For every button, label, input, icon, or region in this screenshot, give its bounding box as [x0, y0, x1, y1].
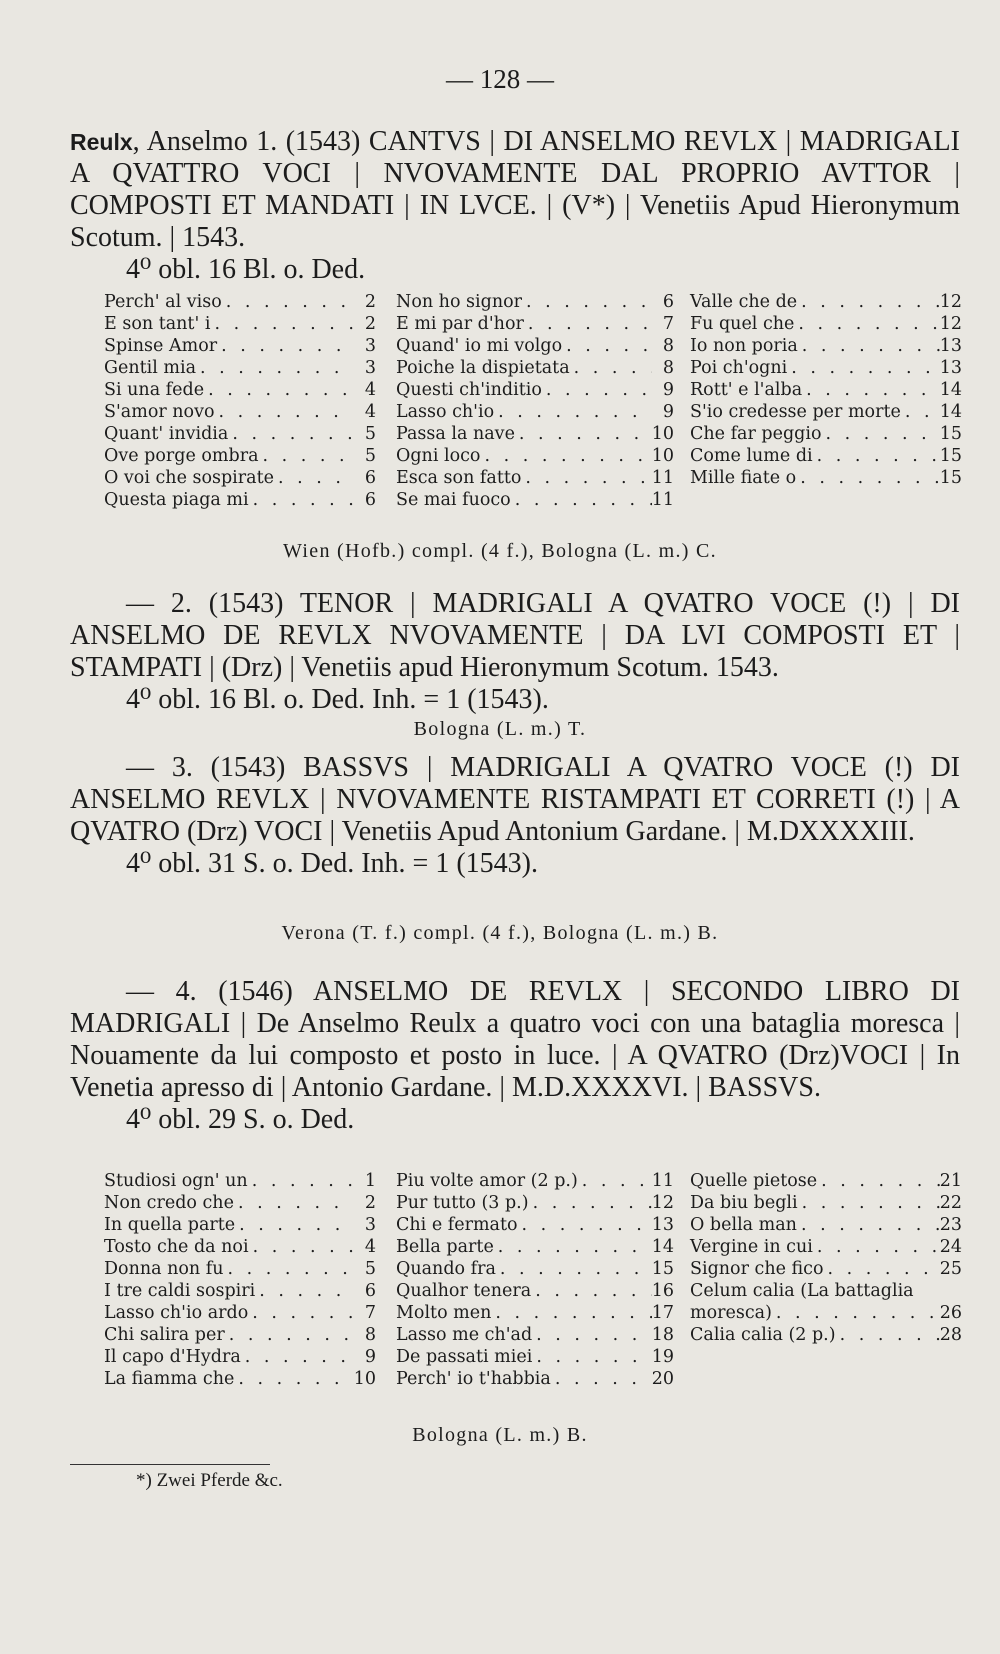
index-entry-leader	[551, 1368, 652, 1390]
index-entry	[396, 1258, 674, 1280]
index-entry-number: 9	[662, 402, 674, 422]
index-entry-leader	[480, 445, 651, 467]
index-entry	[104, 335, 376, 357]
index-entry-number: 13	[939, 336, 962, 356]
entry-1-index-col-3	[690, 291, 962, 489]
index-entry	[690, 1324, 962, 1346]
index-entry	[396, 1324, 674, 1346]
composer-name: Reulx	[70, 129, 133, 155]
index-entry-title: Lasso ch'io ardo	[104, 1303, 249, 1323]
index-entry-title: Il capo d'Hydra	[104, 1347, 241, 1367]
index-entry-title: Studiosi ogn' un	[104, 1171, 248, 1191]
index-entry-title: O bella man	[690, 1215, 797, 1235]
index-entry-number: 14	[939, 380, 962, 400]
index-entry-leader	[798, 1192, 940, 1214]
index-entry-leader	[822, 423, 940, 445]
index-entry	[690, 423, 962, 445]
index-entry-leader	[562, 335, 652, 357]
index-entry-number: 28	[939, 1325, 962, 1345]
index-entry-number: 5	[364, 446, 376, 466]
index-entry-number: 16	[651, 1281, 674, 1301]
index-entry	[104, 1368, 376, 1390]
index-entry	[690, 357, 962, 379]
index-entry-number: 7	[662, 314, 674, 334]
index-entry	[104, 1192, 376, 1214]
index-entry-title: S'amor novo	[104, 402, 215, 422]
index-entry-leader	[511, 489, 652, 511]
index-entry-title: Pur tutto (3 p.)	[396, 1193, 529, 1213]
index-entry-leader	[813, 1236, 940, 1258]
index-entry-title: moresca)	[690, 1303, 772, 1323]
index-entry-number: 26	[939, 1303, 962, 1323]
index-entry	[104, 379, 376, 401]
index-entry	[396, 489, 674, 511]
index-entry-leader	[518, 1214, 652, 1236]
index-entry-title: E son tant' i	[104, 314, 211, 334]
index-entry-title: Valle che de	[690, 292, 798, 312]
index-entry-leader	[570, 357, 652, 379]
index-entry-leader	[255, 1280, 354, 1302]
page-number: — 128 —	[446, 64, 554, 94]
index-entry-title: Non credo che	[104, 1193, 234, 1213]
index-entry-leader	[817, 1170, 940, 1192]
index-entry-leader	[901, 401, 940, 423]
index-entry	[104, 401, 376, 423]
index-entry-title: Rott' e l'alba	[690, 380, 803, 400]
index-entry-title: Da biu begli	[690, 1193, 798, 1213]
index-entry-title: Questi ch'inditio	[396, 380, 542, 400]
index-entry	[396, 379, 674, 401]
index-entry	[690, 445, 962, 467]
index-entry-number: 7	[364, 1303, 376, 1323]
index-entry-number: 5	[364, 424, 376, 444]
entry-4-location: Bologna (L. m.) B.	[412, 1424, 588, 1446]
index-entry-number: 25	[939, 1259, 962, 1279]
entry-4-meta: 4⁰ obl. 29 S. o. Ded.	[126, 1104, 355, 1135]
index-entry-title: Quant' invidia	[104, 424, 229, 444]
index-entry-leader	[204, 379, 354, 401]
index-entry-title: O voi che sospirate	[104, 468, 274, 488]
index-entry-title: Che far peggio	[690, 424, 822, 444]
index-entry-leader	[532, 1324, 652, 1346]
entry-4	[70, 976, 960, 1136]
index-entry-title: E mi par d'hor	[396, 314, 524, 334]
index-entry-leader	[249, 489, 354, 511]
index-entry-title: Qualhor tenera	[396, 1281, 532, 1301]
index-entry-number: 15	[939, 468, 962, 488]
index-entry-leader	[248, 1170, 354, 1192]
index-entry-number: 3	[364, 1215, 376, 1235]
index-entry	[104, 1170, 376, 1192]
index-entry-leader	[796, 467, 939, 489]
index-entry-number: 14	[651, 1237, 674, 1257]
entry-2-meta: 4⁰ obl. 16 Bl. o. Ded. Inh. = 1 (1543).	[126, 684, 549, 715]
entry-2-location: Bologna (L. m.) T.	[413, 718, 587, 740]
index-entry-leader	[491, 1302, 651, 1324]
index-entry-number: 15	[651, 1259, 674, 1279]
index-entry-number: 6	[364, 1281, 376, 1301]
index-entry	[104, 1346, 376, 1368]
index-entry-title: Se mai fuoco	[396, 490, 511, 510]
index-entry-leader	[524, 313, 652, 335]
index-entry-leader	[797, 291, 940, 313]
index-entry	[396, 313, 674, 335]
index-entry-leader	[772, 1302, 940, 1324]
index-entry	[396, 1280, 674, 1302]
index-entry-number: 11	[651, 468, 674, 488]
index-entry-title: Non ho signor	[396, 292, 523, 312]
index-entry-leader	[215, 401, 354, 423]
index-entry-number: 13	[939, 358, 962, 378]
index-entry	[690, 291, 962, 313]
index-entry-title: Chi e fermato	[396, 1215, 518, 1235]
index-entry-number: 8	[364, 1325, 376, 1345]
index-entry-title: Molto men	[396, 1303, 492, 1323]
index-entry	[104, 1258, 376, 1280]
index-entry-number: 14	[939, 402, 962, 422]
index-entry-leader	[824, 1258, 940, 1280]
index-entry-leader	[522, 291, 652, 313]
index-entry-leader	[225, 1324, 354, 1346]
index-entry-leader	[249, 1236, 354, 1258]
index-entry-number: 6	[662, 292, 674, 312]
index-entry	[104, 467, 376, 489]
index-entry-leader	[521, 467, 651, 489]
index-entry-number: 9	[364, 1347, 376, 1367]
index-entry-leader	[217, 335, 354, 357]
index-entry-number: 6	[364, 490, 376, 510]
index-entry-leader	[259, 445, 354, 467]
index-entry-number: 11	[651, 1171, 674, 1191]
index-entry	[396, 1368, 674, 1390]
index-entry-number: 18	[651, 1325, 674, 1345]
entry-3	[70, 752, 960, 880]
index-entry	[690, 379, 962, 401]
index-entry-number: 10	[651, 446, 674, 466]
index-entry-leader	[787, 357, 939, 379]
entry-4-index-col-1	[104, 1170, 376, 1390]
index-entry-number: 12	[939, 292, 962, 312]
index-entry-leader	[578, 1170, 652, 1192]
index-entry-number: 2	[364, 1193, 376, 1213]
index-entry-title: Signor che fico	[690, 1259, 824, 1279]
index-entry-leader	[228, 423, 354, 445]
index-entry-title: Piu volte amor (2 p.)	[396, 1171, 578, 1191]
entry-2	[70, 588, 960, 716]
index-entry	[396, 291, 674, 313]
index-entry	[690, 1170, 962, 1192]
index-entry-title: De passati miei	[396, 1347, 533, 1367]
index-entry	[104, 423, 376, 445]
entry-1-index-col-1	[104, 291, 376, 511]
index-entry	[690, 1258, 962, 1280]
index-entry-title: Fu quel che	[690, 314, 795, 334]
index-entry-number: 21	[939, 1171, 962, 1191]
entry-2-title: — 2. (1543) TENOR | MADRIGALI A QVATRO VOCE (!) | DI ANSELMO DE REVLX NVOVAMENTE | DA LVI COMPOSTI ET | STAMPATI | (Drz) | Venetiis apud Hieronymum Scotum. 1543.	[70, 588, 960, 683]
index-entry	[690, 1214, 962, 1236]
index-entry-title: Poiche la dispietata	[396, 358, 570, 378]
index-entry	[690, 335, 962, 357]
index-entry-leader	[836, 1324, 940, 1346]
index-entry	[104, 357, 376, 379]
entry-1-meta: 4⁰ obl. 16 Bl. o. Ded.	[126, 254, 366, 285]
index-entry-leader	[234, 1368, 353, 1390]
index-entry-number: 12	[939, 314, 962, 334]
index-entry-leader	[532, 1346, 651, 1368]
index-entry	[690, 401, 962, 423]
index-entry-title: Esca son fatto	[396, 468, 522, 488]
index-entry-leader	[494, 1236, 652, 1258]
index-entry-title: Come lume di	[690, 446, 813, 466]
index-entry	[104, 1280, 376, 1302]
index-entry	[690, 1302, 962, 1324]
index-entry-title: I tre caldi sospiri	[104, 1281, 256, 1301]
index-entry	[104, 1302, 376, 1324]
index-entry	[690, 313, 962, 335]
index-entry	[690, 1236, 962, 1258]
index-entry	[396, 1170, 674, 1192]
entry-3-location: Verona (T. f.) compl. (4 f.), Bologna (L. m.) B.	[281, 922, 719, 944]
index-entry-number: 24	[939, 1237, 962, 1257]
entry-4-index-col-3	[690, 1170, 962, 1346]
index-entry	[396, 1302, 674, 1324]
index-entry-number: 6	[364, 468, 376, 488]
index-entry-title: Perch' al viso	[104, 292, 222, 312]
index-entry-title: Quelle pietose	[690, 1171, 818, 1191]
index-entry-leader	[241, 1346, 354, 1368]
index-entry	[396, 445, 674, 467]
index-entry-leader	[531, 1280, 652, 1302]
index-entry-leader	[515, 423, 652, 445]
index-entry-leader	[224, 1258, 355, 1280]
index-entry-title: Quando fra	[396, 1259, 496, 1279]
index-entry-leader	[494, 401, 652, 423]
index-entry-number: 2	[364, 292, 376, 312]
entry-1-index-col-2	[396, 291, 674, 511]
index-entry-title: Poi ch'ogni	[690, 358, 788, 378]
index-entry-leader	[274, 467, 354, 489]
index-entry	[690, 1280, 962, 1302]
index-entry-title: Ove porge ombra	[104, 446, 259, 466]
index-entry-title: Passa la nave	[396, 424, 515, 444]
index-entry-title: Ogni loco	[396, 446, 481, 466]
index-entry-leader	[794, 313, 939, 335]
index-entry-leader	[234, 1192, 354, 1214]
index-entry-number: 15	[939, 424, 962, 444]
index-entry-leader	[196, 357, 354, 379]
index-entry-number: 20	[651, 1369, 674, 1389]
index-entry-title: Vergine in cui	[690, 1237, 813, 1257]
index-entry	[104, 1236, 376, 1258]
index-entry-number: 9	[662, 380, 674, 400]
index-entry-leader	[529, 1192, 652, 1214]
index-entry-title: Mille fiate o	[690, 468, 797, 488]
index-entry-title: La fiamma che	[104, 1369, 235, 1389]
index-entry-title: Donna non fu	[104, 1259, 224, 1279]
index-entry-number: 17	[651, 1303, 674, 1323]
index-entry	[104, 291, 376, 313]
index-entry-title: Chi salira per	[104, 1325, 225, 1345]
index-entry	[396, 1346, 674, 1368]
index-entry-number: 2	[364, 314, 376, 334]
index-entry-number: 5	[364, 1259, 376, 1279]
index-entry	[104, 489, 376, 511]
index-entry	[396, 1236, 674, 1258]
index-entry-title: Bella parte	[396, 1237, 494, 1257]
index-entry-title: Si una fede	[104, 380, 205, 400]
index-entry-number: 13	[651, 1215, 674, 1235]
index-entry-number: 3	[364, 336, 376, 356]
index-entry	[396, 467, 674, 489]
index-entry-title: Calia calia (2 p.)	[690, 1325, 836, 1345]
index-entry-leader	[496, 1258, 652, 1280]
index-entry-number: 23	[939, 1215, 962, 1235]
index-entry-title: Celum calia (La battaglia	[690, 1281, 914, 1301]
index-entry-leader	[248, 1302, 354, 1324]
index-entry-number: 8	[662, 358, 674, 378]
index-entry-number: 10	[651, 424, 674, 444]
index-entry-number: 10	[353, 1369, 376, 1389]
footnote-rule	[70, 1464, 270, 1465]
entry-1-title: Reulx, Anselmo 1. (1543) CANTVS | DI ANSELMO REVLX | MADRIGALI A QVATTRO VOCI | NVOVAMENTE DAL PROPRIO AVTTOR | COMPOSTI ET MANDATI | IN LVCE. | (V*) | Venetiis Apud Hieronymum Scotum. | 1543.	[70, 126, 960, 253]
index-entry-number: 22	[939, 1193, 962, 1213]
entry-3-title: — 3. (1543) BASSVS | MADRIGALI A QVATRO VOCE (!) DI ANSELMO REVLX | NVOVAMENTE RISTAMPATI ET CORRETI (!) | A QVATRO (Drz) VOCI | Venetiis Apud Antonium Gardane. | M.DXXXXIII.	[70, 752, 960, 847]
index-entry	[396, 401, 674, 423]
index-entry-number: 4	[364, 402, 376, 422]
index-entry	[104, 445, 376, 467]
index-entry-title: Tosto che da noi	[104, 1237, 249, 1257]
entry-3-meta: 4⁰ obl. 31 S. o. Ded. Inh. = 1 (1543).	[126, 848, 538, 879]
index-entry-leader	[813, 445, 940, 467]
entry-1	[70, 126, 960, 286]
index-entry	[396, 423, 674, 445]
index-entry-leader	[542, 379, 652, 401]
index-entry	[690, 1192, 962, 1214]
index-entry-title: Spinse Amor	[104, 336, 218, 356]
index-entry-title: Lasso me ch'ad	[396, 1325, 533, 1345]
index-entry	[396, 1214, 674, 1236]
index-entry-title: Questa piaga mi	[104, 490, 249, 510]
index-entry	[104, 1214, 376, 1236]
index-entry-number: 19	[651, 1347, 674, 1367]
entry-1-location: Wien (Hofb.) compl. (4 f.), Bologna (L. m.) C.	[283, 540, 717, 562]
index-entry-number	[914, 1280, 936, 1302]
index-entry-leader	[802, 379, 940, 401]
index-entry	[690, 467, 962, 489]
index-entry-title: Io non poria	[690, 336, 798, 356]
index-entry	[396, 1192, 674, 1214]
index-entry-title: Quand' io mi volgo	[396, 336, 563, 356]
index-entry-title: Perch' io t'habbia	[396, 1369, 551, 1389]
index-entry-number: 3	[364, 358, 376, 378]
index-entry-title: Lasso ch'io	[396, 402, 495, 422]
index-entry-leader	[222, 291, 354, 313]
index-entry-number: 1	[364, 1171, 376, 1191]
index-entry-number: 12	[651, 1193, 674, 1213]
index-entry-title: In quella parte	[104, 1215, 236, 1235]
index-entry-number: 4	[364, 380, 376, 400]
index-entry-number: 8	[662, 336, 674, 356]
index-entry	[396, 357, 674, 379]
index-entry-leader	[797, 1214, 940, 1236]
index-entry	[104, 1324, 376, 1346]
index-entry-number: 15	[939, 446, 962, 466]
index-entry-leader	[235, 1214, 354, 1236]
index-entry-leader	[798, 335, 940, 357]
entry-4-title: — 4. (1546) ANSELMO DE REVLX | SECONDO LIBRO DI MADRIGALI | De Anselmo Reulx a quatro voci con una bataglia moresca | Nouamente da lui composto et posto in luce. | A QVATRO (Drz)VOCI | In Venetia apresso di | Antonio Gardane. | M.D.XXXXVI. | BASSVS.	[70, 976, 960, 1103]
index-entry-title: Gentil mia	[104, 358, 197, 378]
index-entry-number: 11	[651, 490, 674, 510]
index-entry	[396, 335, 674, 357]
entry-4-index-col-2	[396, 1170, 674, 1390]
index-entry	[104, 313, 376, 335]
index-entry-leader	[210, 313, 354, 335]
footnote: *) Zwei Pferde &c.	[136, 1470, 283, 1491]
index-entry-number: 4	[364, 1237, 376, 1257]
index-entry-title: S'io credesse per morte	[690, 402, 901, 422]
